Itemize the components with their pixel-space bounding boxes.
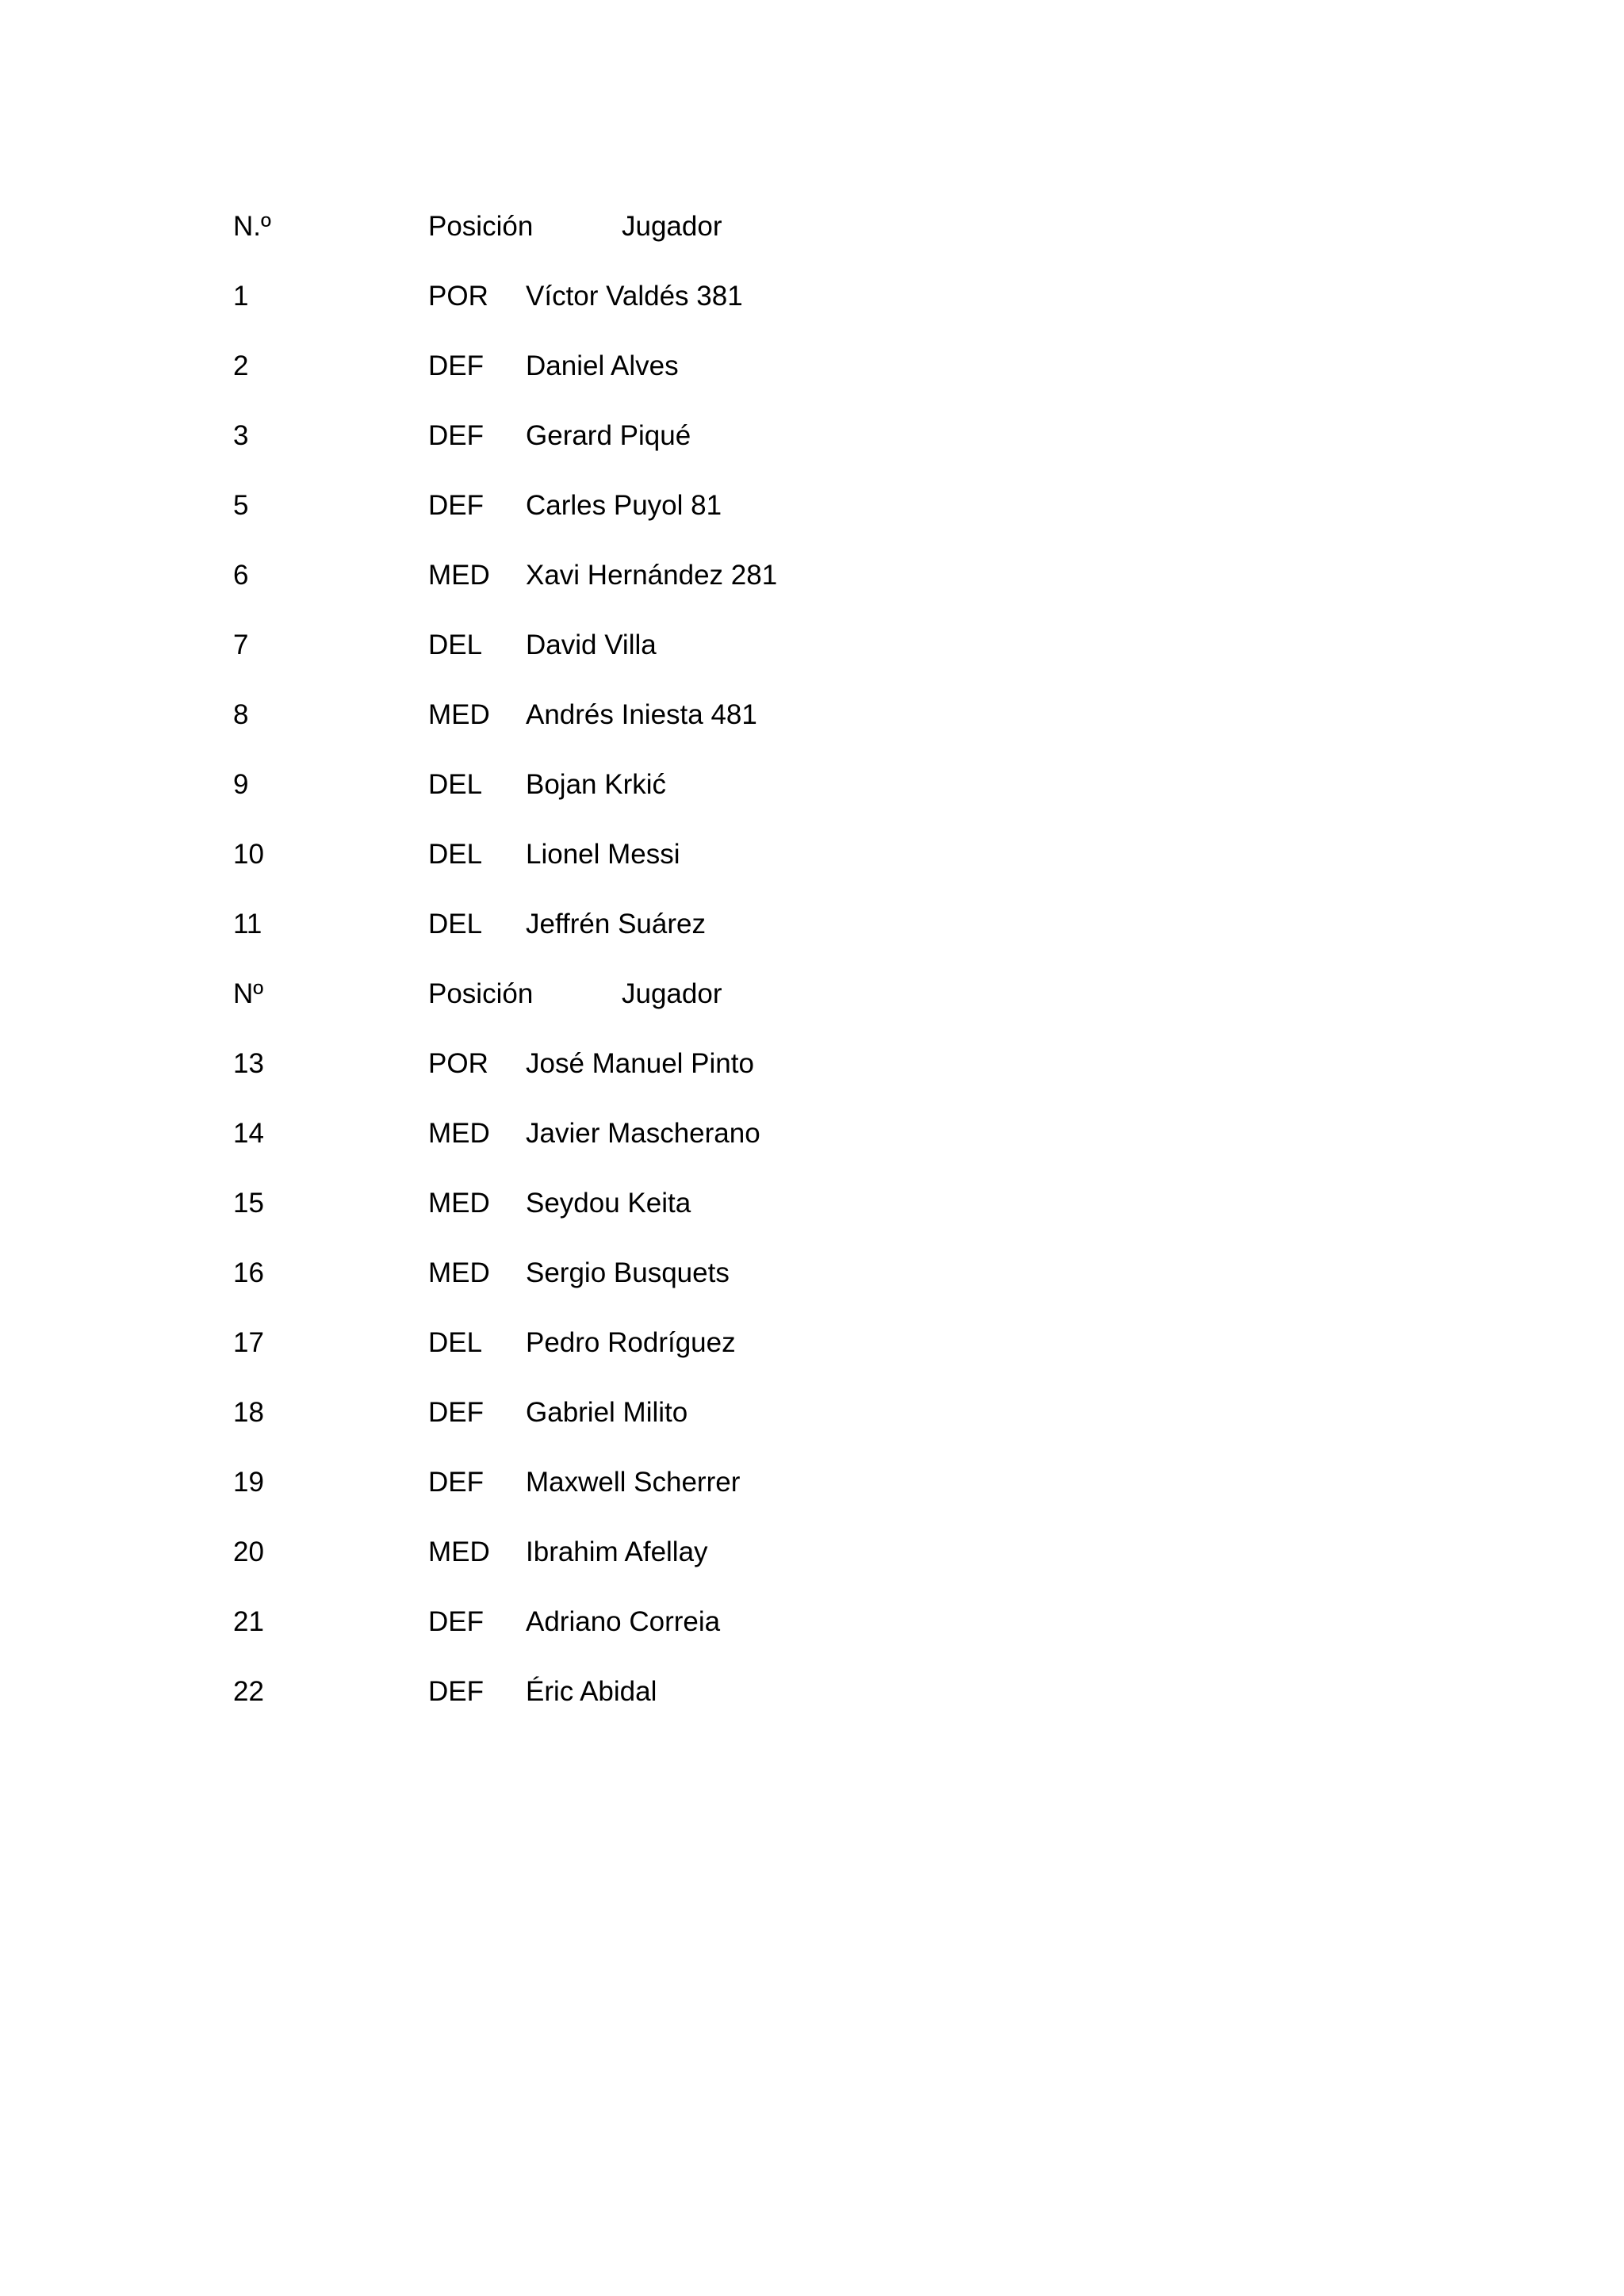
- player-position: MED: [428, 560, 490, 591]
- table-row: [233, 1399, 1185, 1468]
- player-number: 7: [233, 629, 249, 660]
- player-name: Adriano Correia: [526, 1606, 721, 1637]
- player-name: Jeffrén Suárez: [526, 909, 706, 939]
- header-position: Posición: [428, 978, 534, 1009]
- player-number: 8: [233, 699, 249, 730]
- player-number: 3: [233, 420, 249, 451]
- table-header-row: [233, 980, 1185, 1050]
- player-position: POR: [428, 1048, 488, 1079]
- player-name: David Villa: [526, 629, 657, 660]
- player-number: 14: [233, 1118, 264, 1149]
- table-header-row: [233, 212, 1185, 282]
- player-name: Pedro Rodríguez: [526, 1327, 736, 1358]
- header-player: Jugador: [622, 978, 722, 1009]
- player-position: MED: [428, 1118, 490, 1149]
- table-row: [233, 1608, 1185, 1678]
- table-row: [233, 352, 1185, 422]
- player-name: Ibrahim Afellay: [526, 1536, 708, 1567]
- player-number: 17: [233, 1327, 264, 1358]
- player-number: 6: [233, 560, 249, 591]
- player-number: 11: [233, 909, 262, 939]
- player-name: Maxwell Scherrer: [526, 1467, 741, 1498]
- player-number: 9: [233, 769, 249, 800]
- player-position: DEF: [428, 1606, 484, 1637]
- table-row: [233, 1468, 1185, 1538]
- player-number: 21: [233, 1606, 264, 1637]
- table-row: [233, 840, 1185, 910]
- player-name: Carles Puyol 81: [526, 490, 722, 521]
- player-position: POR: [428, 281, 488, 312]
- player-position: MED: [428, 699, 490, 730]
- player-position: DEF: [428, 490, 484, 521]
- player-number: 2: [233, 350, 249, 381]
- table-row: [233, 771, 1185, 840]
- table-row: [233, 1259, 1185, 1329]
- player-number: 20: [233, 1536, 264, 1567]
- player-name: Bojan Krkić: [526, 769, 667, 800]
- table-row: [233, 561, 1185, 631]
- player-position: DEL: [428, 629, 483, 660]
- player-name: Gabriel Milito: [526, 1397, 688, 1428]
- table-row: [233, 910, 1185, 980]
- player-number: 15: [233, 1188, 264, 1219]
- player-position: DEL: [428, 909, 483, 939]
- player-position: DEL: [428, 769, 483, 800]
- player-name: Éric Abidal: [526, 1676, 657, 1707]
- table-row: [233, 1050, 1185, 1119]
- player-position: DEL: [428, 839, 483, 870]
- header-number: Nº: [233, 978, 264, 1009]
- player-position: MED: [428, 1257, 490, 1288]
- player-position: DEL: [428, 1327, 483, 1358]
- player-name: Daniel Alves: [526, 350, 679, 381]
- table-row: [233, 1189, 1185, 1259]
- header-number: N.º: [233, 211, 271, 242]
- player-name: Andrés Iniesta 481: [526, 699, 757, 730]
- player-name: Víctor Valdés 381: [526, 281, 743, 312]
- table-row: [233, 282, 1185, 352]
- table-row: [233, 1538, 1185, 1608]
- player-position: MED: [428, 1188, 490, 1219]
- player-number: 13: [233, 1048, 264, 1079]
- table-row: [233, 1678, 1185, 1747]
- table-row: [233, 1119, 1185, 1189]
- header-player: Jugador: [622, 211, 722, 242]
- player-position: DEF: [428, 1676, 484, 1707]
- table-row: [233, 422, 1185, 492]
- player-name: Javier Mascherano: [526, 1118, 760, 1149]
- table-row: [233, 631, 1185, 701]
- table-row: [233, 492, 1185, 561]
- player-number: 5: [233, 490, 249, 521]
- player-number: 16: [233, 1257, 264, 1288]
- player-position: DEF: [428, 350, 484, 381]
- player-position: DEF: [428, 1397, 484, 1428]
- header-position: Posición: [428, 211, 534, 242]
- player-number: 10: [233, 839, 264, 870]
- player-name: José Manuel Pinto: [526, 1048, 754, 1079]
- player-position: MED: [428, 1536, 490, 1567]
- player-number: 18: [233, 1397, 264, 1428]
- table-row: [233, 701, 1185, 771]
- player-number: 19: [233, 1467, 264, 1498]
- player-name: Seydou Keita: [526, 1188, 691, 1219]
- table-row: [233, 1329, 1185, 1399]
- player-position: DEF: [428, 1467, 484, 1498]
- roster-table: [233, 212, 1185, 1747]
- player-number: 1: [233, 281, 249, 312]
- player-name: Xavi Hernández 281: [526, 560, 778, 591]
- player-position: DEF: [428, 420, 484, 451]
- player-number: 22: [233, 1676, 264, 1707]
- player-name: Gerard Piqué: [526, 420, 691, 451]
- player-name: Sergio Busquets: [526, 1257, 730, 1288]
- player-name: Lionel Messi: [526, 839, 680, 870]
